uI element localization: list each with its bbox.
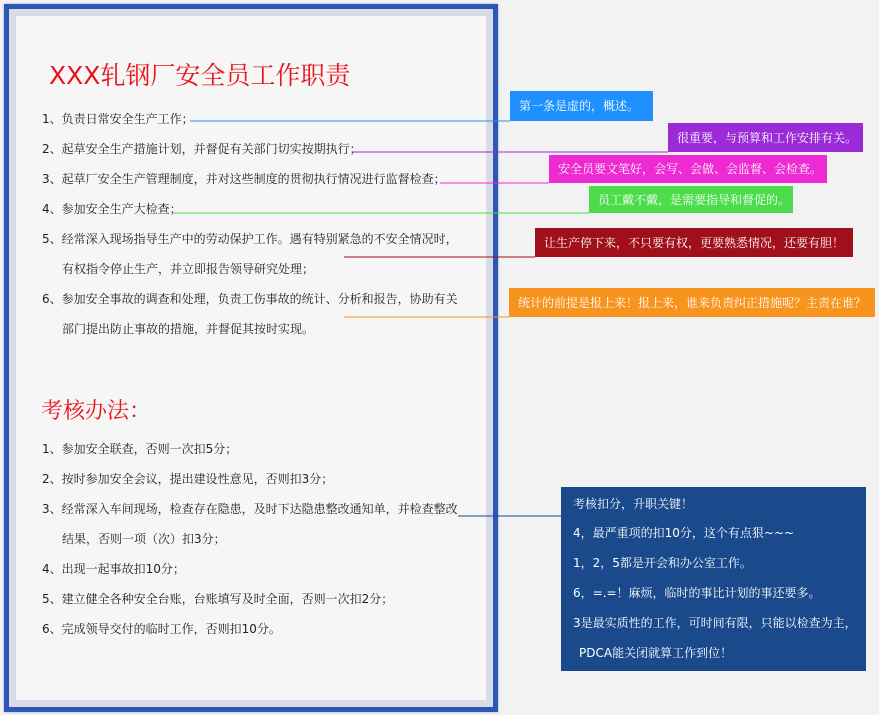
assessment-item-4: 4、出现一起事故扣10分； bbox=[42, 562, 185, 576]
assessment-item-3-continued: 结果，否则一项（次）扣3分； bbox=[62, 532, 226, 546]
duty-item-2: 2、起草安全生产措施计划，并督促有关部门切实按期执行； bbox=[42, 142, 362, 156]
summary-line-6: PDCA能关闭就算工作到位！ bbox=[579, 646, 733, 660]
annotation-note-5 bbox=[535, 228, 853, 257]
duty-item-6-continued: 部门提出防止事故的措施，并督促其按时实现。 bbox=[62, 322, 315, 336]
annotation-note-2-text: 很重要，与预算和工作安排有关。 bbox=[677, 130, 858, 145]
duty-item-6: 6、参加安全事故的调查和处理，负责工伤事故的统计、分析和报告，协助有关 bbox=[42, 292, 458, 306]
summary-line-5: 3是最实质性的工作，可时间有限，只能以检查为主， bbox=[573, 616, 857, 630]
annotation-note-3 bbox=[549, 155, 827, 183]
assessment-item-6: 6、完成领导交付的临时工作，否则扣10分。 bbox=[42, 622, 281, 636]
duty-item-5: 5、经常深入现场指导生产中的劳动保护工作。遇有特别紧急的不安全情况时， bbox=[42, 232, 458, 246]
duty-item-3: 3、起草厂安全生产管理制度，并对这些制度的贯彻执行情况进行监督检查； bbox=[42, 172, 446, 186]
assessment-summary-box bbox=[561, 487, 866, 671]
annotation-note-5-text: 让生产停下来，不只要有权，更要熟悉情况，还要有胆！ bbox=[544, 235, 845, 250]
assessment-item-2: 2、按时参加安全会议，提出建设性意见，否则扣3分； bbox=[42, 472, 334, 486]
summary-line-1: 考核扣分，升职关键！ bbox=[573, 497, 694, 511]
assessment-item-5: 5、建立健全各种安全台账，台账填写及时全面，否则一次扣2分； bbox=[42, 592, 394, 606]
annotation-note-1 bbox=[510, 91, 653, 121]
assessment-item-1: 1、参加安全联查，否则一次扣5分； bbox=[42, 442, 238, 456]
duty-item-1: 1、负责日常安全生产工作； bbox=[42, 112, 194, 126]
document-title: XXX轧钢厂安全员工作职责 bbox=[49, 61, 351, 90]
annotation-note-1-text: 第一条是虚的，概述。 bbox=[519, 99, 640, 113]
annotation-note-4-text: 员工戴不戴，是需要指导和督促的。 bbox=[598, 192, 791, 207]
duty-item-4: 4、参加安全生产大检查； bbox=[42, 202, 182, 216]
summary-line-4: 6，=.=！麻烦，临时的事比计划的事还要多。 bbox=[573, 586, 821, 600]
assessment-heading: 考核办法： bbox=[41, 399, 152, 424]
summary-line-3: 1，2，5都是开会和办公室工作。 bbox=[573, 556, 752, 570]
summary-line-2: 4，最严重项的扣10分，这个有点狠~~~ bbox=[573, 526, 795, 540]
annotation-note-6 bbox=[509, 288, 875, 317]
duty-item-5-continued: 有权指令停止生产，并立即报告领导研究处理； bbox=[62, 262, 315, 276]
annotation-note-3-text: 安全员要文笔好，会写、会做、会监督、会检查。 bbox=[558, 162, 823, 176]
assessment-item-3: 3、经常深入车间现场，检查存在隐患，及时下达隐患整改通知单，并检查整改 bbox=[42, 502, 458, 516]
annotation-note-2 bbox=[668, 123, 863, 152]
annotation-note-6-text: 统计的前提是报上来！报上来，谁来负责纠正措施呢？主责在谁？ bbox=[518, 295, 867, 310]
annotation-note-4 bbox=[589, 186, 793, 213]
